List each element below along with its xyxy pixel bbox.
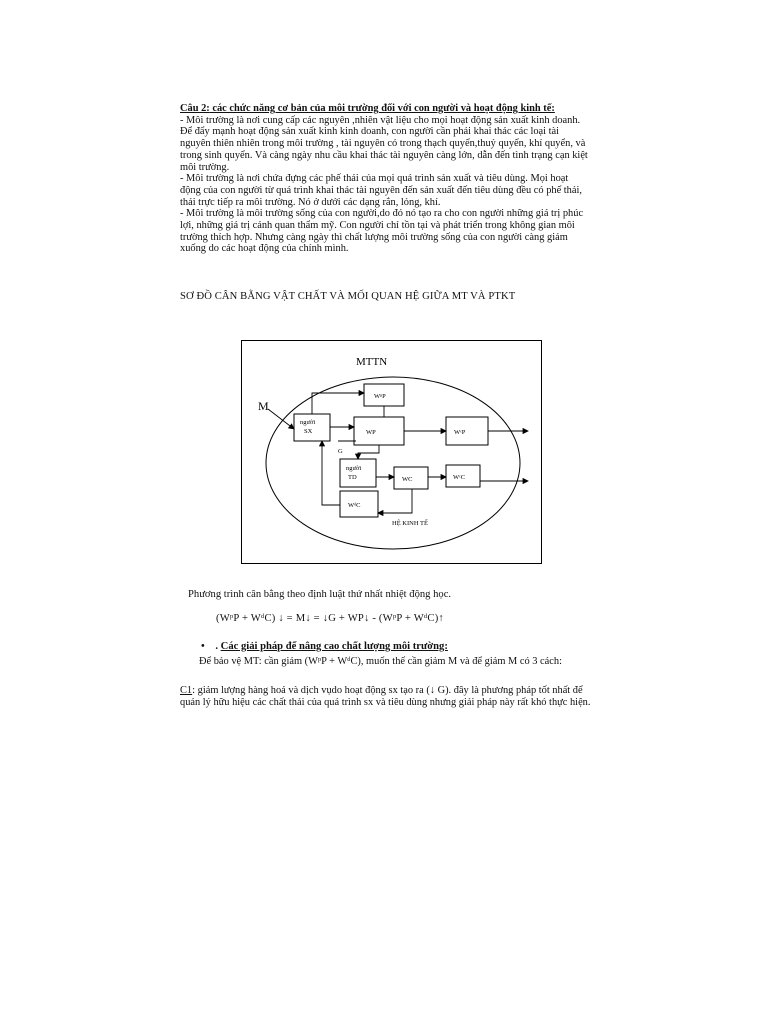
producer-label-2: SX [304,428,313,435]
product-box [354,417,404,445]
question-label: Câu 2: [180,103,210,114]
recycled-waste-label: WᵈC [348,502,361,509]
consumption-waste-label: WᶜC [453,474,466,481]
product-waste-label: WᶜP [454,429,466,436]
diagram-heading: SƠ ĐỒ CÂN BẰNG VẬT CHẤT VÀ MỐI QUAN HỆ GIỮA MT VÀ PTKT [180,291,516,302]
goods-label: G [338,448,343,455]
consumer-box [340,459,376,487]
bullet-marker: • [201,641,205,652]
paragraph-3: - Môi trường là môi trường sống của con người,do đó nó tạo ra cho con người những giá trị phúc lợi, những giá trị cảnh quan thẩm mỹ. Con người chỉ tồn tại và phát triển trong không gian môi trường thích hợp. Nhưng càng ngày thì chất lượng môi trường sống của con người càng giảm xuống do các hoạt động của chính mình. [180,208,584,255]
consumer-label-1: người [346,465,362,472]
arrow-to-consumer [358,445,379,459]
solutions-title-text: Các giải pháp để nâng cao chất lượng môi trường: [220,641,448,652]
product-waste-box [446,417,488,445]
solution-c1-label: C1 [180,685,193,696]
paragraph-2: - Môi trường là nơi chứa đựng các phế thải của mọi quá trình sản xuất và tiêu dùng. Mọi hoạt động của con người từ quá trình khai thác tài nguyên đến sản xuất đến tiêu dùng đều có phế thải, thải trực tiếp ra môi trường. Nó ở dưới các dạng rắn, lỏng, khí. [180,173,582,208]
production-waste-label: WᵖP [374,393,386,400]
economy-label: HỆ KINH TẾ [392,520,428,527]
consumer-label-2: TD [348,474,357,481]
input-label: M [258,399,269,413]
producer-label-1: người [300,419,316,426]
mttn-label: MTTN [356,356,388,368]
arrow-to-recycled [378,489,412,513]
diagram-canvas [242,341,543,565]
solution-c1-text: : giảm lượng hàng hoá và dịch vụdo hoạt động sx tạo ra (↓ G). đây là phương pháp tốt nhất để quản lý hữu hiệu các chất thải của quá trình sx và tiêu dùng nhưng giải pháp này rất khó thực hiện. [180,685,591,708]
product-label: WP [366,429,376,436]
arrow-to-production-waste [312,393,364,414]
question-block [180,103,590,255]
equation-intro: Phương trình cân bằng theo định luật thứ nhất nhiệt động học. [188,589,452,600]
consumption-label: WC [402,476,413,483]
question-title [180,103,590,115]
solutions-prefix: . [212,641,221,652]
solutions-title [201,641,448,652]
balance-equation: (WᵖP + WᵈC) ↓ = M↓ = ↓G + WP↓ - (WᵖP + WᵈC)↑ [216,613,444,624]
paragraph-1: - Môi trường là nơi cung cấp các nguyên ,nhiên vật liệu cho mọi hoạt động sản xuất kinh doanh. Để đẩy mạnh hoạt động sản xuất kinh kinh doanh, con người cần phải khai thác các loại tài nguyên thiên nhiên trong môi trường , tài nguyên có trong thạch quyển,thuỷ quyển, khí quyển, và trong sinh quyển. Và càng ngày nhu cầu khai thác tài nguyên càng lớn, dẫn đến tình trạng cạn kiệt môi trường. [180,114,588,173]
solutions-intro: Để bảo vệ MT: cần giảm (WᵖP + WᵈC), muốn thế cần giảm M và để giảm M có 3 cách: [199,656,562,667]
material-balance-diagram [241,340,542,564]
solution-c1 [180,685,595,708]
question-title-text: các chức năng cơ bản của môi trường đối với con người và hoạt động kinh tế: [209,103,555,114]
